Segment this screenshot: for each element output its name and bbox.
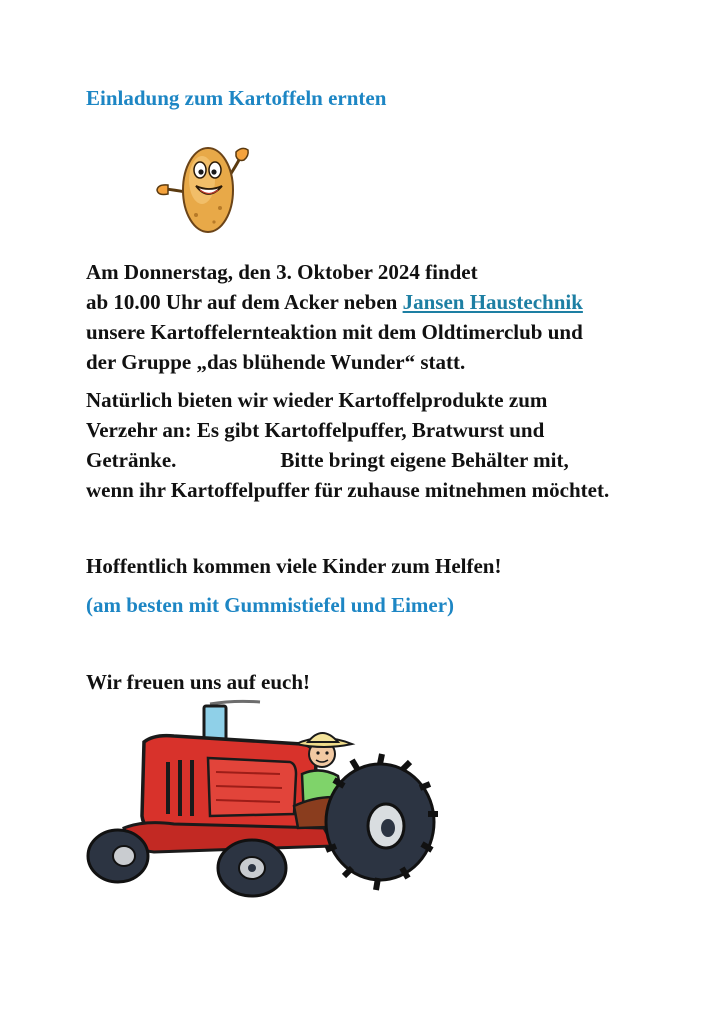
tractor-icon xyxy=(84,696,440,902)
paragraph-1-line-2-text: ab 10.00 Uhr auf dem Acker neben xyxy=(86,290,403,314)
paragraph-2-line-3-part-1: Getränke. xyxy=(86,448,177,472)
paragraph-2-line-3-part-2: Bitte bringt eigene Behälter mit, xyxy=(280,448,569,472)
jansen-haustechnik-link[interactable]: Jansen Haustechnik xyxy=(402,290,583,314)
paragraph-1-line-4: der Gruppe „das blühende Wunder“ statt. xyxy=(86,350,466,374)
helpers-note: (am besten mit Gummistiefel und Eimer) xyxy=(86,593,455,617)
paragraph-1-line-1: Am Donnerstag, den 3. Oktober 2024 findet xyxy=(86,260,478,284)
paragraph-2-line-4: wenn ihr Kartoffelpuffer für zuhause mitnehmen möchtet. xyxy=(86,478,610,502)
paragraph-2-line-1: Natürlich bieten wir wieder Kartoffelprodukte zum xyxy=(86,388,548,412)
waving-potato-icon xyxy=(152,140,256,236)
paragraph-1-line-2 xyxy=(86,287,583,317)
paragraph-2-line-2: Verzehr an: Es gibt Kartoffelpuffer, Bratwurst und xyxy=(86,418,545,442)
paragraph-2-line-3 xyxy=(86,445,569,475)
closing-line: Wir freuen uns auf euch! xyxy=(86,670,311,694)
page-title: Einladung zum Kartoffeln ernten xyxy=(86,86,387,110)
paragraph-1-line-3: unsere Kartoffelernteaktion mit dem Oldtimerclub und xyxy=(86,320,583,344)
helpers-line: Hoffentlich kommen viele Kinder zum Helfen! xyxy=(86,554,502,578)
